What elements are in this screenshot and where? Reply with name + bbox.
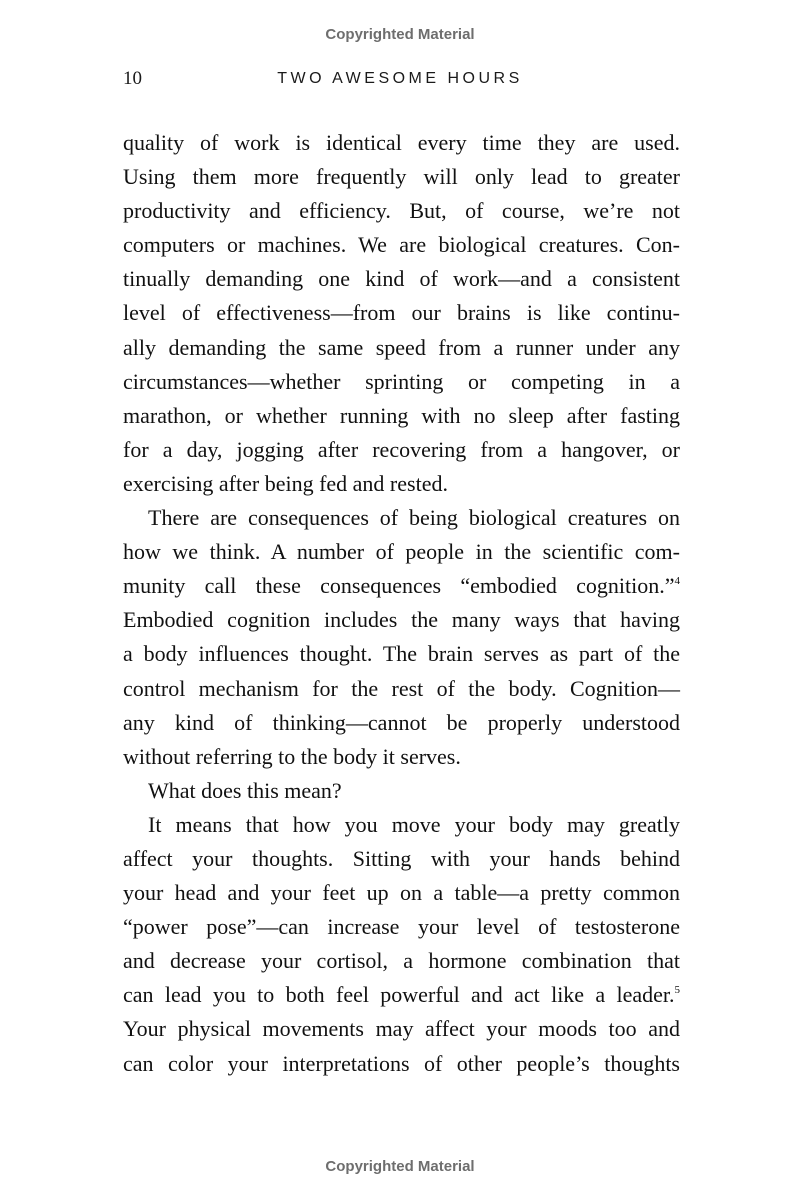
footnote-marker-5[interactable]: 5 (674, 984, 680, 997)
text-line: circumstances—whether sprinting or competing in a (123, 368, 680, 394)
text-line: munity call these consequences “embodied cognition.” (123, 573, 675, 599)
paragraph-2 (123, 501, 680, 774)
text-line: your head and your feet up on a table—a pretty common (123, 880, 680, 906)
text-line: tinually demanding one kind of work—and a consistent (123, 266, 680, 292)
footnote-marker-4[interactable]: 4 (674, 575, 680, 588)
paragraph-3 (123, 774, 680, 808)
text-line: quality of work is identical every time they are used. (123, 130, 680, 155)
paragraph-4 (123, 808, 680, 1081)
text-line: What does this mean? (148, 777, 342, 803)
text-line: can lead you to both feel powerful and act like a leader. (123, 982, 675, 1008)
text-line: It means that how you move your body may greatly (148, 811, 680, 837)
text-line: control mechanism for the rest of the body. Cognition— (123, 675, 680, 701)
paragraph-1 (123, 126, 680, 501)
text-line: level of effectiveness—from our brains is like continu- (123, 300, 680, 326)
copyright-watermark-top: Copyrighted Material (325, 26, 475, 43)
text-line: affect your thoughts. Sitting with your hands behind (123, 845, 680, 871)
running-head: TWO AWESOME HOURS (277, 70, 523, 87)
text-line: a body influences thought. The brain serves as part of the (123, 641, 680, 667)
text-line: Embodied cognition includes the many ways that having (123, 607, 680, 633)
text-line: without referring to the body it serves. (123, 743, 461, 769)
text-line: how we think. A number of people in the scientific com- (123, 539, 680, 565)
text-line-with-footnote (123, 978, 680, 1012)
text-line: any kind of thinking—cannot be properly understood (123, 709, 680, 735)
text-line: productivity and efficiency. But, of course, we’re not (123, 198, 680, 224)
page-number: 10 (123, 68, 142, 89)
text-line: Using them more frequently will only lead to greater (123, 164, 680, 190)
text-line: ally demanding the same speed from a runner under any (123, 334, 680, 360)
text-line: Your physical movements may affect your moods too and (123, 1016, 680, 1042)
text-line: and decrease your cortisol, a hormone combination that (123, 948, 680, 974)
text-line: for a day, jogging after recovering from a hangover, or (123, 436, 680, 462)
text-line: There are consequences of being biological creatures on (148, 505, 680, 531)
text-line: computers or machines. We are biological creatures. Con- (123, 232, 680, 258)
text-line: can color your interpretations of other people’s thoughts (123, 1050, 680, 1076)
copyright-watermark-bottom: Copyrighted Material (325, 1158, 475, 1175)
text-line: exercising after being fed and rested. (123, 470, 448, 496)
text-line-with-footnote (123, 569, 680, 603)
text-line: “power pose”—can increase your level of testosterone (123, 914, 680, 940)
body-text (123, 126, 680, 1081)
text-line: marathon, or whether running with no sleep after fasting (123, 402, 680, 428)
